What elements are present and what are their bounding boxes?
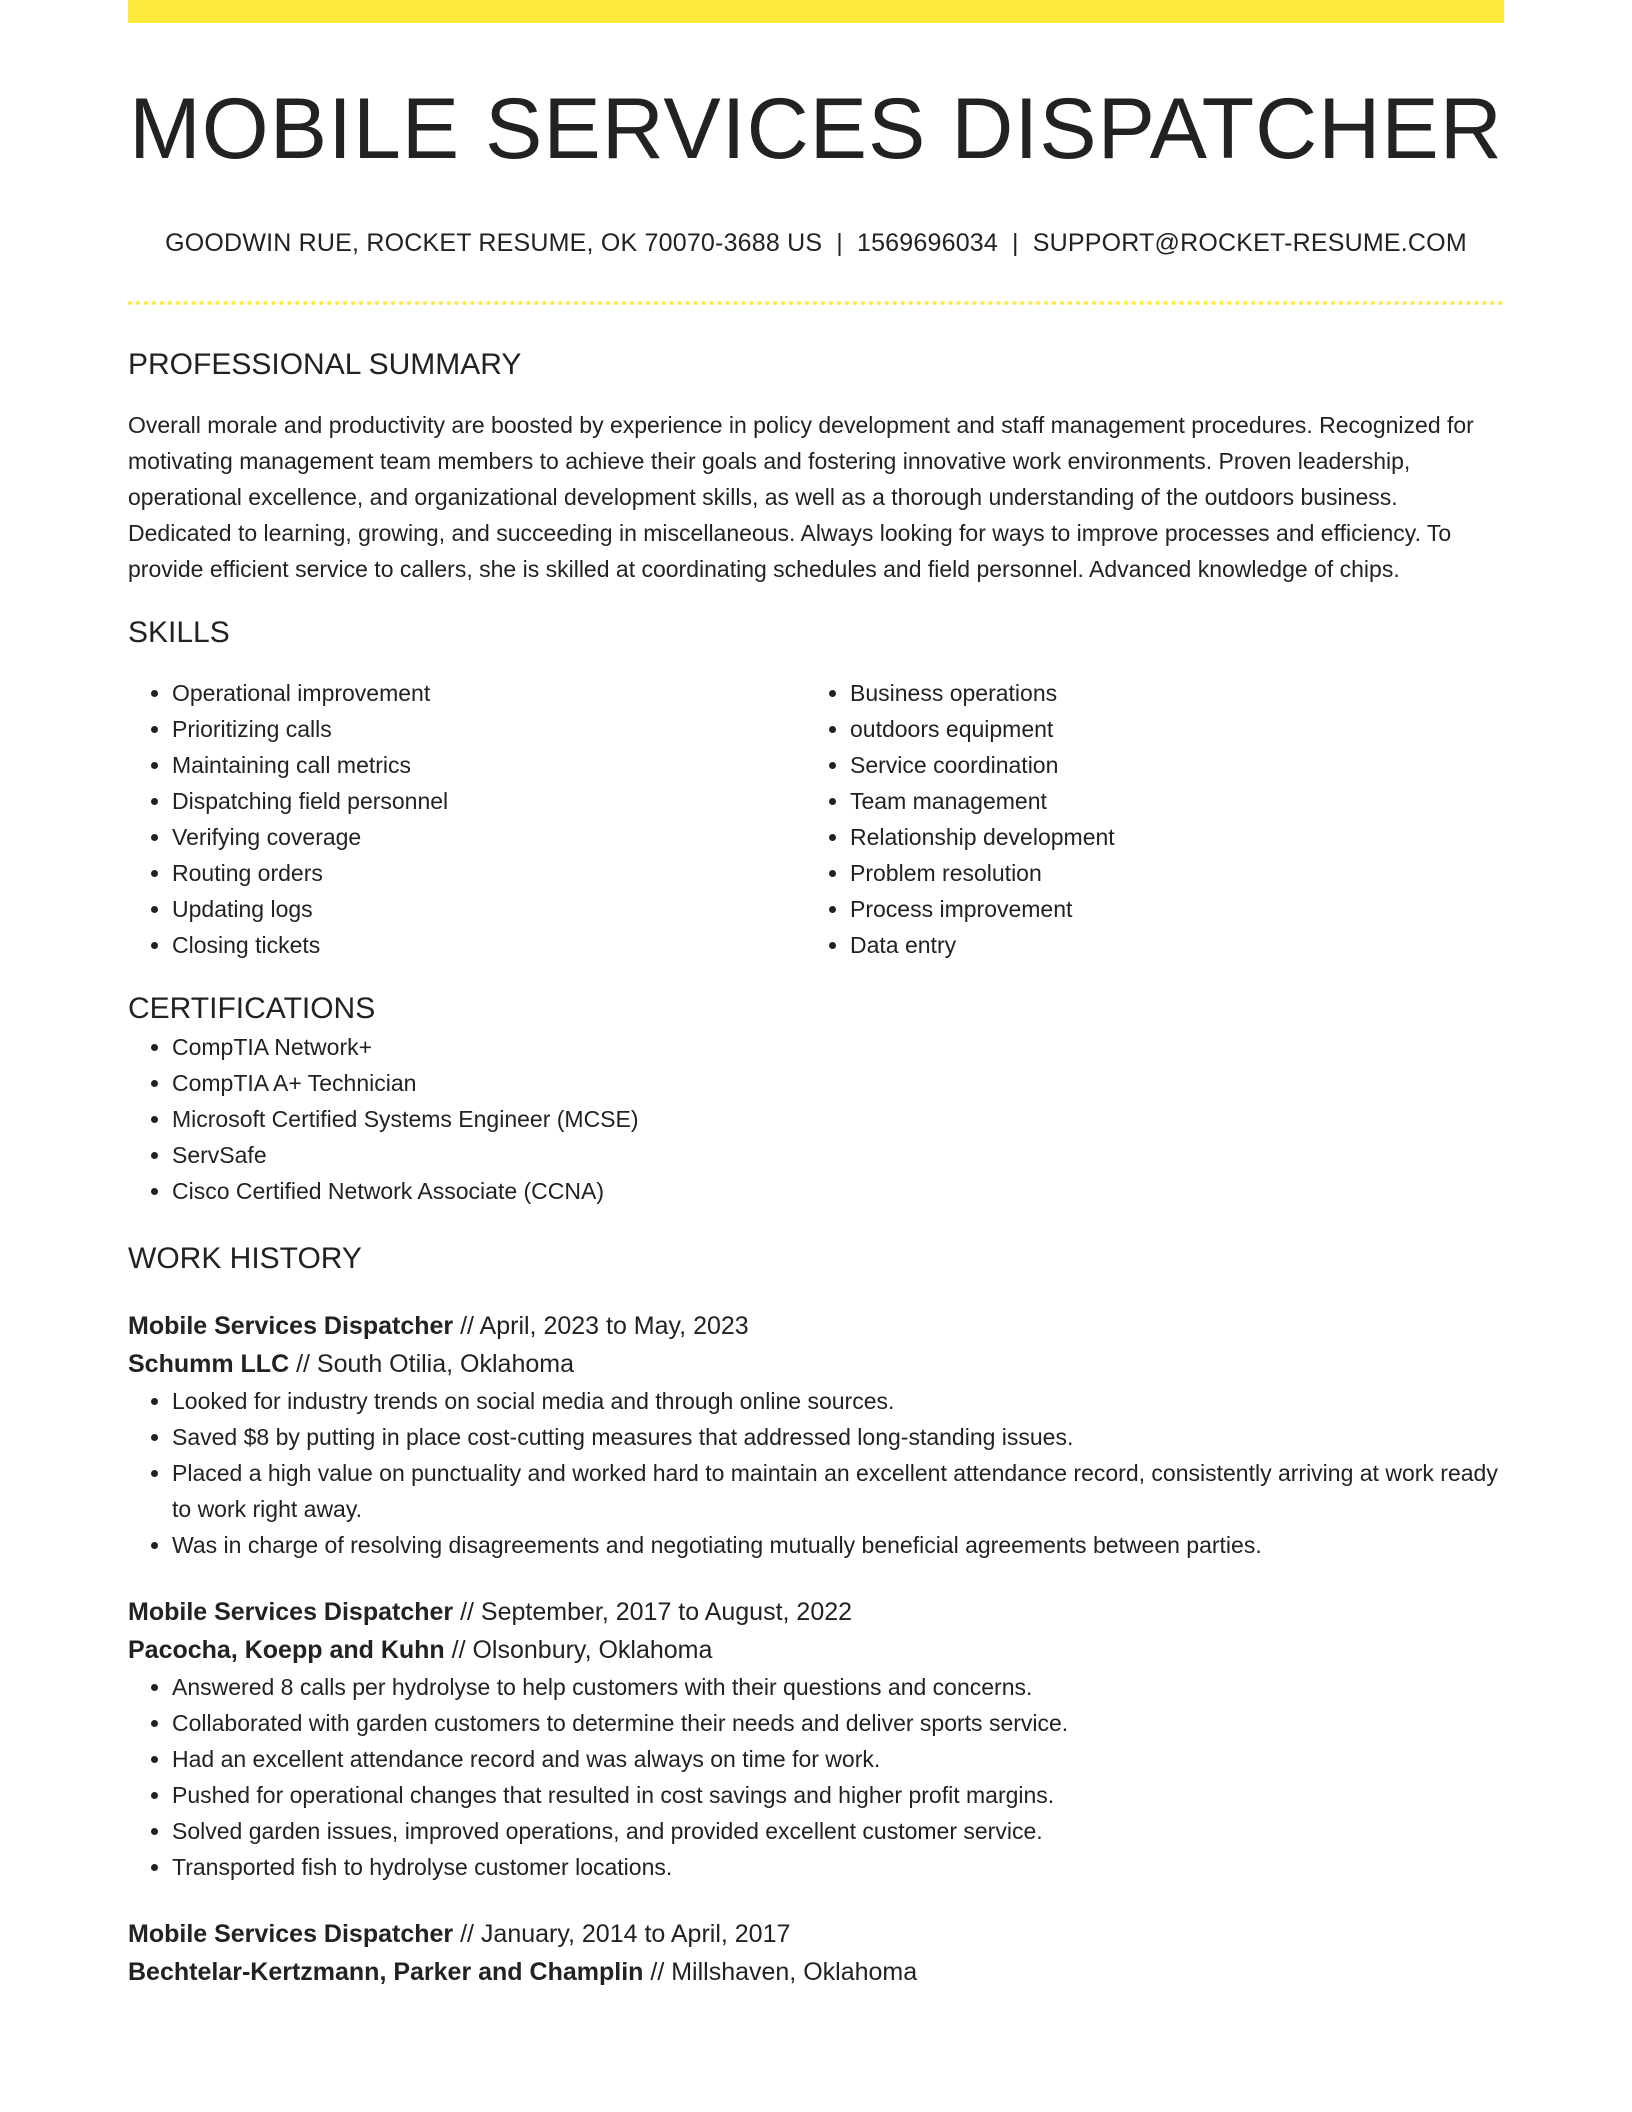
job-bullets bbox=[128, 1383, 1504, 1563]
skill-item: • Verifying coverage bbox=[172, 819, 806, 855]
job-bullet: • Saved $8 by putting in place cost-cutting measures that addressed long-standing issues. bbox=[172, 1419, 1504, 1455]
skill-item: • Problem resolution bbox=[850, 855, 1484, 891]
contact-info bbox=[128, 227, 1504, 259]
job-company-line bbox=[128, 1953, 1504, 1991]
job-title-line bbox=[128, 1307, 1504, 1345]
skill-item: • Dispatching field personnel bbox=[172, 783, 806, 819]
contact-separator: | bbox=[1012, 229, 1019, 257]
certification-item: • CompTIA Network+ bbox=[172, 1029, 1504, 1065]
certification-item: • Cisco Certified Network Associate (CCNA) bbox=[172, 1173, 1504, 1209]
job-title-line bbox=[128, 1593, 1504, 1631]
certification-item: • Microsoft Certified Systems Engineer (MCSE) bbox=[172, 1101, 1504, 1137]
job-title: Mobile Services Dispatcher bbox=[128, 1598, 454, 1626]
certifications-list bbox=[128, 1029, 1504, 1209]
job-dates: // September, 2017 to August, 2022 bbox=[453, 1598, 853, 1626]
certifications-heading: CERTIFICATIONS bbox=[128, 992, 376, 1025]
skills-column-right bbox=[806, 675, 1484, 963]
skills-list-right bbox=[806, 675, 1484, 963]
skill-item: • Service coordination bbox=[850, 747, 1484, 783]
skill-item: • Maintaining call metrics bbox=[172, 747, 806, 783]
job-company-line bbox=[128, 1631, 1504, 1669]
contact-phone: 1569696034 bbox=[856, 229, 999, 257]
job-location: // Olsonbury, Oklahoma bbox=[444, 1636, 713, 1664]
dotted-divider bbox=[128, 301, 1504, 305]
skill-item: • Business operations bbox=[850, 675, 1484, 711]
job-entry bbox=[128, 1915, 1504, 1991]
work-history-heading: WORK HISTORY bbox=[128, 1242, 362, 1275]
resume-title: MOBILE SERVICES DISPATCHER bbox=[129, 81, 1503, 177]
skill-item: • Process improvement bbox=[850, 891, 1484, 927]
job-company: Pacocha, Koepp and Kuhn bbox=[128, 1636, 445, 1664]
job-title: Mobile Services Dispatcher bbox=[128, 1312, 454, 1340]
contact-separator: | bbox=[836, 229, 843, 257]
skill-item: • Closing tickets bbox=[172, 927, 806, 963]
job-bullet: • Transported fish to hydrolyse customer locations. bbox=[172, 1849, 1504, 1885]
skills-grid bbox=[128, 675, 1504, 963]
job-title: Mobile Services Dispatcher bbox=[128, 1920, 454, 1948]
summary-text: Overall morale and productivity are boosted by experience in policy development and staff management procedures. Recognized for motivating management team members to achieve their goals and fostering innovative work environments. Proven leadership, operational excellence, and organizational development skills, as well as a thorough understanding of the outdoors business. Dedicated to learning, growing, and succeeding in miscellaneous. Always looking for ways to improve processes and efficiency. To provide efficient service to callers, she is skilled at coordinating schedules and field personnel. Advanced knowledge of chips. bbox=[128, 412, 1474, 582]
job-entry bbox=[128, 1307, 1504, 1563]
job-dates: // April, 2023 to May, 2023 bbox=[453, 1312, 749, 1340]
skill-item: • outdoors equipment bbox=[850, 711, 1484, 747]
skill-item: • Data entry bbox=[850, 927, 1484, 963]
job-company: Bechtelar-Kertzmann, Parker and Champlin bbox=[128, 1958, 644, 1986]
skill-item: • Prioritizing calls bbox=[172, 711, 806, 747]
skill-item: • Relationship development bbox=[850, 819, 1484, 855]
skill-item: • Routing orders bbox=[172, 855, 806, 891]
job-title-line bbox=[128, 1915, 1504, 1953]
job-bullet: • Looked for industry trends on social media and through online sources. bbox=[172, 1383, 1504, 1419]
skill-item: • Updating logs bbox=[172, 891, 806, 927]
skills-column-left bbox=[128, 675, 806, 963]
contact-address: GOODWIN RUE, ROCKET RESUME, OK 70070-3688 US bbox=[165, 229, 823, 257]
job-entry bbox=[128, 1593, 1504, 1885]
top-accent-bar bbox=[128, 0, 1504, 23]
job-location: // South Otilia, Oklahoma bbox=[289, 1350, 574, 1378]
job-bullet: • Had an excellent attendance record and was always on time for work. bbox=[172, 1741, 1504, 1777]
resume-page bbox=[128, 0, 1504, 1991]
summary-heading: PROFESSIONAL SUMMARY bbox=[128, 348, 522, 381]
skill-item: • Team management bbox=[850, 783, 1484, 819]
certification-item: • CompTIA A+ Technician bbox=[172, 1065, 1504, 1101]
job-bullets bbox=[128, 1669, 1504, 1885]
skills-list-left bbox=[128, 675, 806, 963]
skill-item: • Operational improvement bbox=[172, 675, 806, 711]
skills-heading: SKILLS bbox=[128, 616, 230, 649]
job-bullet: • Answered 8 calls per hydrolyse to help customers with their questions and concerns. bbox=[172, 1669, 1504, 1705]
job-dates: // January, 2014 to April, 2017 bbox=[453, 1920, 791, 1948]
job-company-line bbox=[128, 1345, 1504, 1383]
job-bullet: • Was in charge of resolving disagreements and negotiating mutually beneficial agreements between parties. bbox=[172, 1527, 1504, 1563]
job-company: Schumm LLC bbox=[128, 1350, 290, 1378]
job-bullet: • Solved garden issues, improved operations, and provided excellent customer service. bbox=[172, 1813, 1504, 1849]
job-location: // Millshaven, Oklahoma bbox=[643, 1958, 918, 1986]
contact-email: SUPPORT@ROCKET-RESUME.COM bbox=[1032, 229, 1467, 257]
job-bullet: • Placed a high value on punctuality and worked hard to maintain an excellent attendance record, consistently arriving at work ready to work right away. bbox=[172, 1455, 1504, 1527]
job-bullet: • Collaborated with garden customers to determine their needs and deliver sports service. bbox=[172, 1705, 1504, 1741]
certification-item: • ServSafe bbox=[172, 1137, 1504, 1173]
job-bullet: • Pushed for operational changes that resulted in cost savings and higher profit margins. bbox=[172, 1777, 1504, 1813]
